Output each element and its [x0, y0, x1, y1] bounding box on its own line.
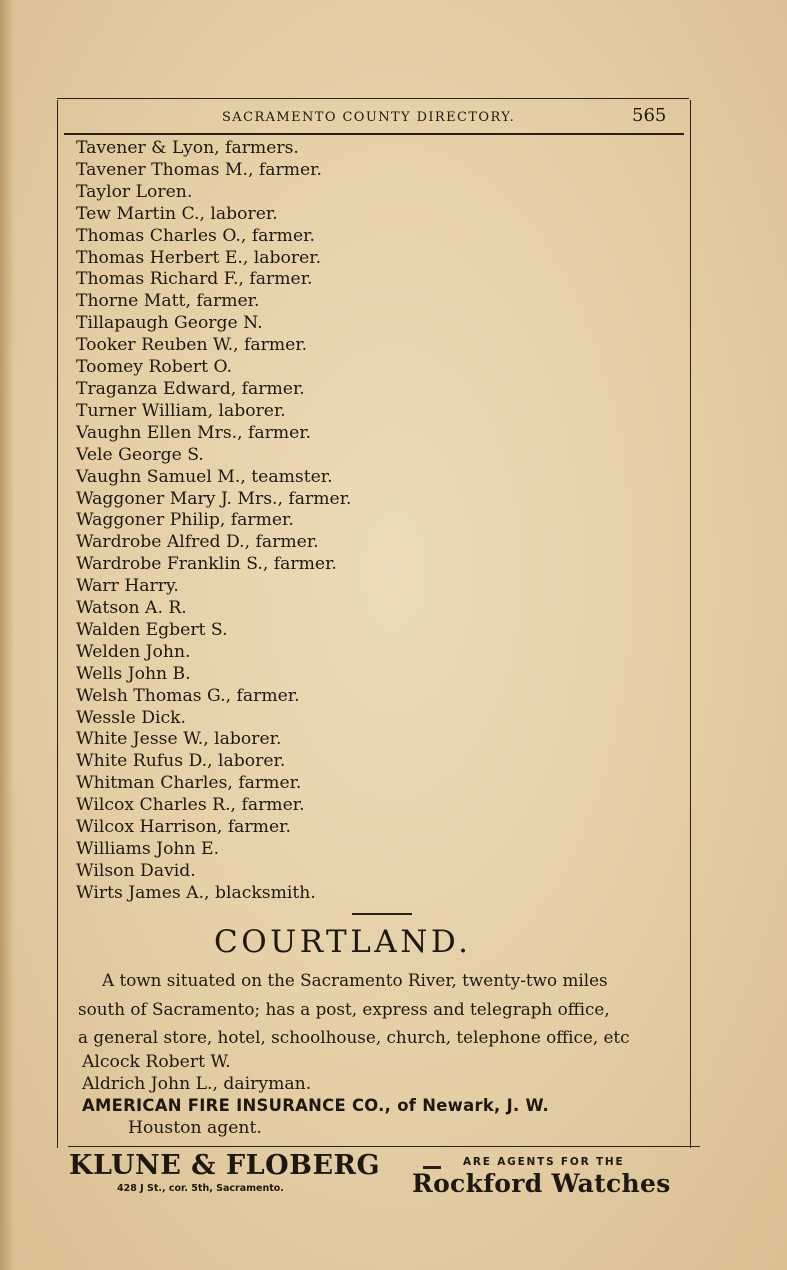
directory-entry: Wessle Dick.	[76, 707, 186, 728]
directory-entry: Aldrich John L., dairyman.	[82, 1074, 312, 1094]
section-title: COURTLAND.	[214, 924, 472, 960]
advert-entry-name: AMERICAN FIRE INSURANCE CO.,	[82, 1096, 392, 1115]
advert-entry	[82, 1095, 549, 1117]
directory-entry: Tooker Reuben W., farmer.	[76, 335, 308, 356]
directory-entry: Welden John.	[76, 641, 191, 662]
directory-entry: Wirts James A., blacksmith.	[76, 882, 316, 903]
directory-entry: Whitman Charles, farmer.	[76, 773, 302, 794]
directory-entry: Thomas Richard F., farmer.	[76, 269, 313, 290]
description-line: south of Sacramento; has a post, express and telegraph office,	[78, 998, 610, 1019]
directory-entries	[76, 138, 352, 905]
directory-entry: Welsh Thomas G., farmer.	[76, 685, 300, 706]
advert-entry-rest: of Newark, J. W.	[391, 1096, 550, 1115]
running-header-title: SACRAMENTO COUNTY DIRECTORY.	[222, 110, 516, 125]
binding-edge	[0, 0, 14, 1270]
directory-entry: Traganza Edward, farmer.	[76, 378, 305, 399]
advert-firm-name: KLUNE & FLOBERG	[69, 1150, 381, 1181]
advert-product: Rockford Watches	[412, 1169, 671, 1198]
directory-entry: Vaughn Samuel M., teamster.	[76, 466, 333, 487]
header-rule-bottom	[64, 133, 684, 135]
description-line: A town situated on the Sacramento River, twenty-two miles	[102, 970, 608, 990]
page-number: 565	[632, 105, 667, 126]
directory-entry: Thorne Matt, farmer.	[76, 291, 260, 312]
directory-entry: White Rufus D., laborer.	[76, 751, 286, 772]
directory-entry: White Jesse W., laborer.	[76, 729, 282, 750]
section-entries	[82, 1051, 549, 1139]
advert-tagline: ARE AGENTS FOR THE	[463, 1156, 625, 1168]
footer-rule	[68, 1146, 700, 1147]
directory-entry: Wilson David.	[76, 860, 196, 881]
directory-entry: Vaughn Ellen Mrs., farmer.	[76, 422, 312, 443]
section-description	[78, 966, 688, 1052]
directory-entry: Warr Harry.	[76, 576, 179, 597]
directory-entry: Toomey Robert O.	[76, 357, 233, 378]
directory-entry: Tavener Thomas M., farmer.	[76, 159, 322, 180]
directory-entry: Taylor Loren.	[76, 181, 193, 202]
directory-entry: Tavener & Lyon, farmers.	[76, 138, 299, 158]
directory-entry: Thomas Charles O., farmer.	[76, 225, 315, 246]
directory-entry: Watson A. R.	[76, 598, 187, 619]
directory-entry: Wardrobe Franklin S., farmer.	[76, 554, 337, 575]
header-rule-top	[57, 98, 689, 99]
advert-address: 428 J St., cor. 5th, Sacramento.	[117, 1183, 284, 1194]
advert-entry-continuation: Houston agent.	[128, 1118, 262, 1138]
directory-entry: Waggoner Mary J. Mrs., farmer.	[76, 488, 352, 509]
directory-entry: Wells John B.	[76, 663, 191, 684]
directory-entry: Wardrobe Alfred D., farmer.	[76, 532, 319, 553]
directory-entry: Walden Egbert S.	[76, 619, 228, 640]
directory-entry: Vele George S.	[76, 444, 204, 465]
directory-entry: Turner William, laborer.	[76, 400, 286, 421]
section-separator	[352, 913, 412, 915]
directory-entry: Tillapaugh George N.	[76, 313, 263, 334]
directory-entry: Williams John E.	[76, 839, 220, 859]
directory-entry: Waggoner Philip, farmer.	[76, 510, 294, 531]
directory-entry: Tew Martin C., laborer.	[76, 203, 278, 224]
description-line: a general store, hotel, schoolhouse, church, telephone office, etc	[78, 1027, 630, 1047]
directory-entry: Thomas Herbert E., laborer.	[76, 247, 322, 268]
directory-entry: Alcock Robert W.	[82, 1052, 231, 1072]
directory-entry: Wilcox Harrison, farmer.	[76, 817, 291, 838]
directory-entry: Wilcox Charles R., farmer.	[76, 795, 305, 816]
